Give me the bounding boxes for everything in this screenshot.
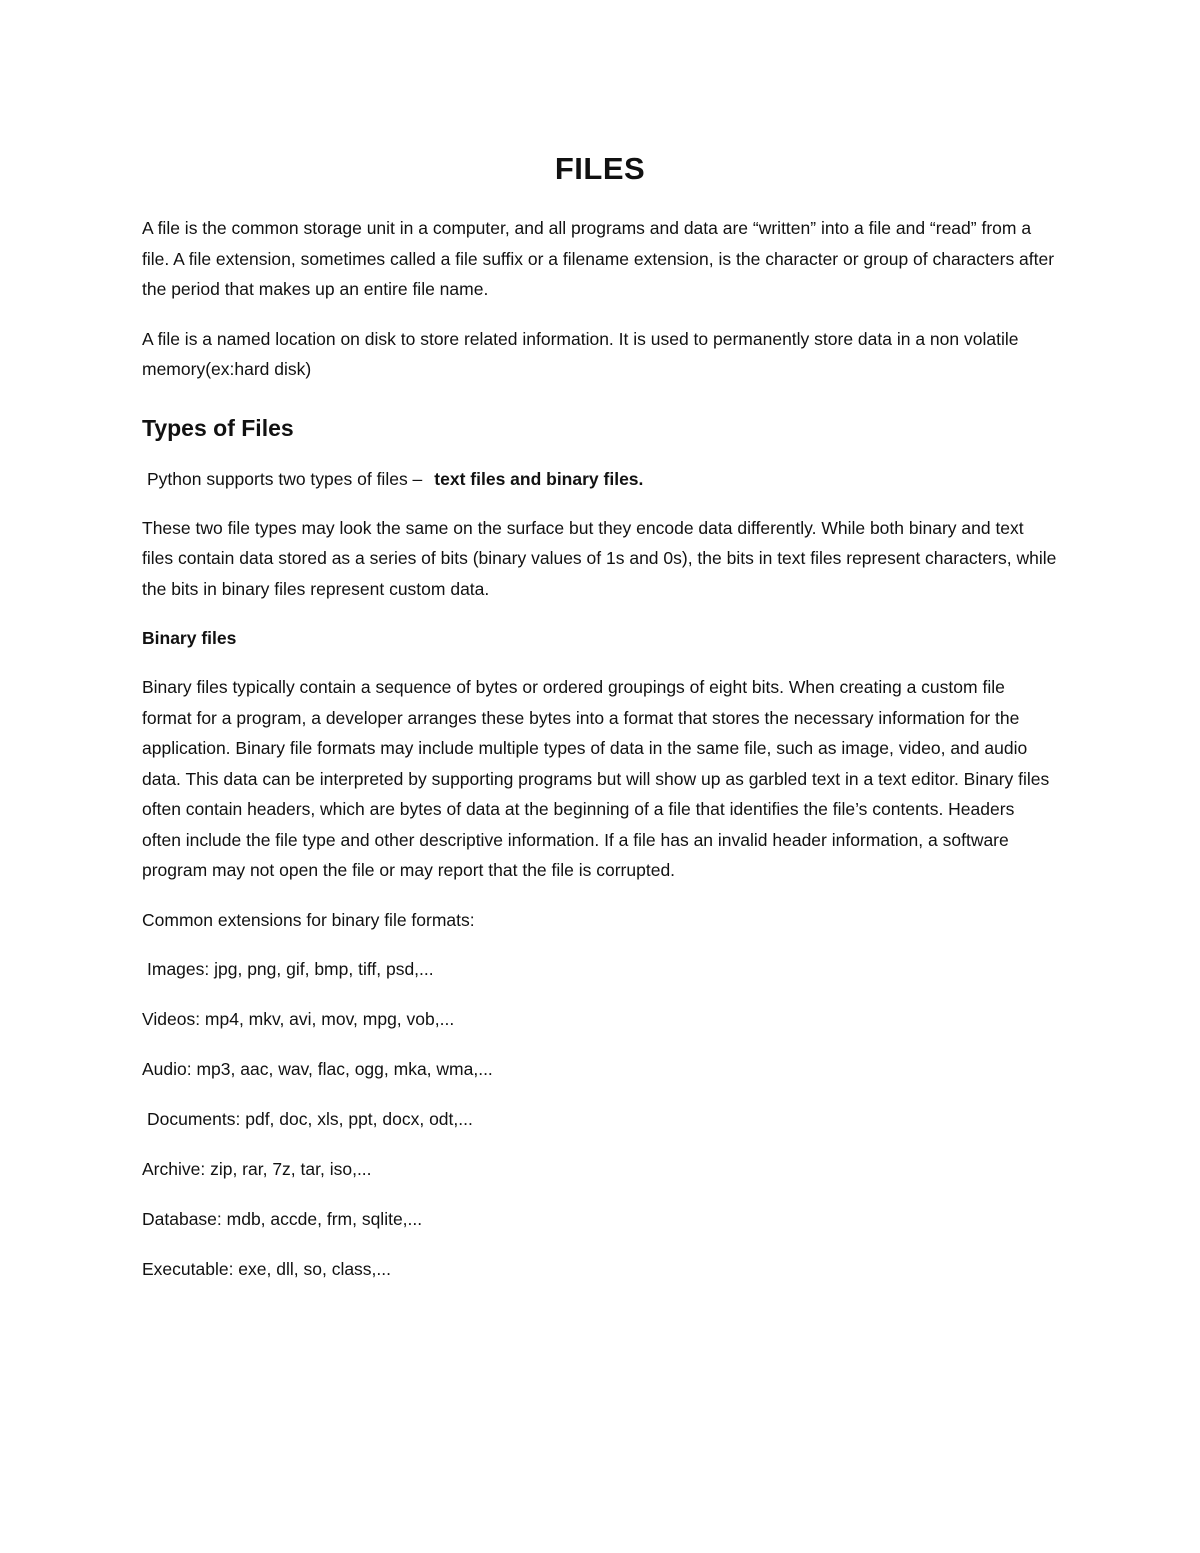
extension-item-archive: Archive: zip, rar, 7z, tar, iso,...	[142, 1159, 372, 1179]
types-paragraph: These two file types may look the same on the surface but they encode data differently. While both binary and text files contain data stored as a series of bits (binary values of 1s and 0s), the bits in text files represent characters, while the bits in binary files represent custom data.	[142, 517, 1057, 599]
extension-item-executable: Executable: exe, dll, so, class,...	[142, 1259, 392, 1279]
binary-heading: Binary files	[142, 628, 237, 648]
page-title: FILES	[554, 151, 646, 186]
extension-item-documents: Documents: pdf, doc, xls, ppt, docx, odt,...	[147, 1109, 473, 1129]
types-line	[142, 464, 1058, 494]
binary-paragraph: Binary files typically contain a sequence of bytes or ordered groupings of eight bits. When creating a custom file format for a program, a developer arranges these bytes into a format that stores the necessary information for the application. Binary file formats may include multiple types of data in the same file, such as image, video, and audio data. This data can be interpreted by supporting programs but will show up as garbled text in a text editor. Binary files often contain headers, which are bytes of data at the beginning of a file that identifies the file’s contents. Headers often include the file type and other descriptive information. If a file has an invalid header information, a software program may not open the file or may report that the file is corrupted.	[142, 677, 1050, 880]
intro-paragraph-1: A file is the common storage unit in a computer, and all programs and data are “written” into a file and “read” from a file. A file extension, sometimes called a file suffix or a filename extension, is the character or group of characters after the period that makes up an entire file name.	[142, 218, 1055, 299]
extension-item-videos: Videos: mp4, mkv, avi, mov, mpg, vob,...	[142, 1009, 455, 1029]
extension-item-audio: Audio: mp3, aac, wav, flac, ogg, mka, wma,...	[142, 1059, 493, 1079]
intro-paragraph-2: A file is a named location on disk to store related information. It is used to permanently store data in a non volatile memory(ex:hard disk)	[142, 328, 1019, 379]
extensions-intro: Common extensions for binary file formats:	[142, 909, 475, 930]
types-line-prefix: Python supports two types of files –	[147, 468, 423, 489]
extension-item-images: Images: jpg, png, gif, bmp, tiff, psd,...	[147, 959, 434, 979]
types-heading: Types of Files	[142, 414, 294, 441]
document-content	[142, 150, 1058, 1304]
extension-item-database: Database: mdb, accde, frm, sqlite,...	[142, 1209, 423, 1229]
types-line-bold: text files and binary files.	[434, 468, 644, 489]
extensions-list	[142, 954, 1058, 1284]
